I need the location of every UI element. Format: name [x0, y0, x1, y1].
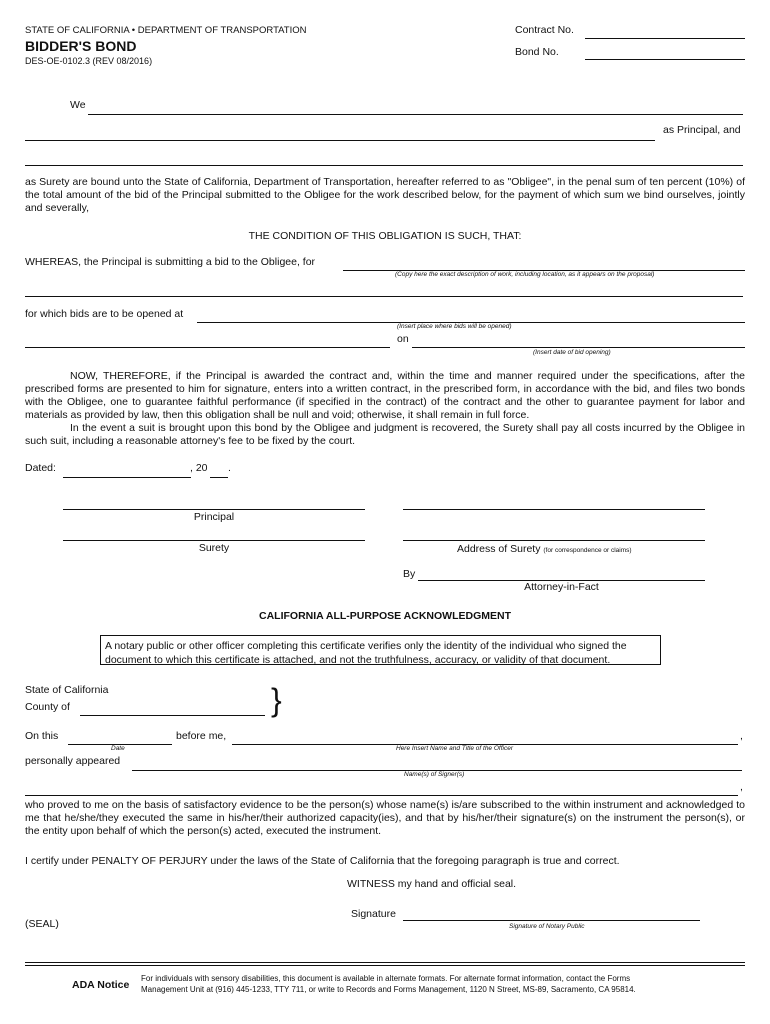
- date-hint: Date: [111, 745, 125, 752]
- we-label: We: [70, 99, 86, 111]
- ada-notice-title: ADA Notice: [72, 979, 130, 991]
- ada-line-2: Management Unit at (916) 445-1233, TTY 711, or write to Records and Forms Management, 1120 N Street, MS-89, Sacramento, CA 95814.: [141, 985, 636, 994]
- bids-opened-label: for which bids are to be opened at: [25, 308, 184, 320]
- bracket-brace: }: [271, 682, 282, 718]
- footer-divider-1: [25, 962, 745, 963]
- ada-line-1: For individuals with sensory disabilities, this document is available in alternate formats. For alternate format information, contact the Forms: [141, 974, 631, 983]
- year-suffix: .: [228, 462, 231, 474]
- footer-divider-2: [25, 965, 745, 966]
- bid-place-field[interactable]: [197, 308, 745, 323]
- by-label: By: [403, 568, 416, 580]
- work-description-hint: (Copy here the exact description of work, including location, as it appears on the proposal): [395, 271, 655, 278]
- bid-date-field[interactable]: [412, 333, 745, 348]
- notary-signature-hint: Signature of Notary Public: [509, 923, 585, 930]
- attorney-label: Attorney-in-Fact: [524, 581, 599, 593]
- bond-no-label: Bond No.: [515, 46, 559, 58]
- ada-notice-text: [141, 973, 636, 995]
- notice-line-1: A notary public or other officer completing this certificate verifies only the identity of the individual who signed the: [105, 640, 627, 652]
- contract-no-label: Contract No.: [515, 24, 574, 36]
- principal-name-field-2[interactable]: [25, 126, 655, 141]
- proved-paragraph: who proved to me on the basis of satisfactory evidence to be the person(s) whose name(s) is/are subscribed to the within instrument and acknowledged to me that he/she/they executed the same in his/her/their authorized capacity(ies), and that by his/her/their signature(s) on the instrument the person(s), or the entity upon behalf of which the person(s) acted, executed the instrument.: [25, 799, 745, 837]
- form-title: BIDDER'S BOND: [25, 38, 137, 54]
- officer-hint: Here Insert Name and Title of the Officer: [396, 745, 513, 752]
- address-of-surety-label: [457, 543, 632, 555]
- comma-1: ,: [740, 730, 743, 742]
- work-description-field[interactable]: [343, 256, 745, 271]
- address-line-1[interactable]: [403, 509, 705, 510]
- officer-name-field[interactable]: [232, 730, 738, 745]
- comma-2: ,: [740, 781, 743, 793]
- bond-no-field[interactable]: [585, 45, 745, 60]
- notary-signature-field[interactable]: [403, 906, 700, 921]
- signer-names-field-2[interactable]: [25, 781, 738, 796]
- address-line-2[interactable]: [403, 540, 705, 541]
- bid-place-hint: (Insert place where bids will be opened): [397, 323, 512, 330]
- surety-paragraph: as Surety are bound unto the State of California, Department of Transportation, hereafter referred to as "Obligee", in the penal sum of ten percent (10%) of the total amount of the bid of the Principal submitted to the Obligee for the work described below, for the payment of which sum we bind ourselves, jointly and severally,: [25, 176, 745, 214]
- bid-date-hint: (Insert date of bid opening): [533, 349, 611, 356]
- now-therefore-paragraph: NOW, THEREFORE, if the Principal is awarded the contract and, within the time and manner required under the specifications, after the prescribed forms are presented to him for signature, enters into a written contract, in the prescribed form, in accordance with the bid, and files two bonds with the Obligee, one to guarantee faithful performance (if specified in the contract) of the contract and the other to guarantee payment for labor and materials as provided by law, then this obligation shall be null and void; otherwise, it shall remain in full force.: [25, 370, 745, 421]
- notary-notice-box: [100, 635, 661, 665]
- surety-signature-line[interactable]: [63, 540, 365, 541]
- address-note: (for correspondence or claims): [543, 547, 632, 554]
- work-description-field-2[interactable]: [25, 282, 743, 297]
- state-label: State of California: [25, 684, 109, 696]
- form-id: DES-OE-0102.3 (REV 08/2016): [25, 56, 153, 66]
- on-label: on: [397, 333, 409, 345]
- year-field[interactable]: [210, 463, 228, 478]
- suit-paragraph: In the event a suit is brought upon this bond by the Obligee and judgment is recovered, the Surety shall pay all costs incurred by the Obligee in such suit, including a reasonable attorney's fee to be fixed by the court.: [25, 422, 745, 447]
- signature-label: Signature: [351, 908, 396, 920]
- county-field[interactable]: [80, 701, 265, 716]
- principal-label: Principal: [193, 511, 235, 523]
- signers-hint: Name(s) of Signer(s): [404, 771, 465, 778]
- on-this-label: On this: [25, 730, 59, 742]
- dated-field[interactable]: [63, 463, 191, 478]
- ack-date-field[interactable]: [68, 730, 172, 745]
- signer-names-field[interactable]: [132, 756, 742, 771]
- address-of-surety-text: Address of Surety: [457, 543, 541, 555]
- surety-label: Surety: [198, 542, 230, 554]
- bid-place-field-2[interactable]: [25, 333, 390, 348]
- attorney-signature-field[interactable]: [418, 566, 705, 581]
- whereas-label: WHEREAS, the Principal is submitting a bid to the Obligee, for: [25, 256, 316, 268]
- agency-line: STATE OF CALIFORNIA • DEPARTMENT OF TRANSPORTATION: [25, 25, 307, 36]
- condition-heading: THE CONDITION OF THIS OBLIGATION IS SUCH, THAT:: [248, 230, 522, 242]
- principal-name-field[interactable]: [88, 100, 743, 115]
- acknowledgment-heading: CALIFORNIA ALL-PURPOSE ACKNOWLEDGMENT: [259, 610, 511, 622]
- personally-appeared-label: personally appeared: [25, 755, 121, 767]
- contract-no-field[interactable]: [585, 24, 745, 39]
- county-label: County of: [25, 701, 70, 713]
- principal-signature-line[interactable]: [63, 509, 365, 510]
- before-me-label: before me,: [176, 730, 227, 742]
- surety-name-field[interactable]: [25, 151, 743, 166]
- certify-line: I certify under PENALTY OF PERJURY under the laws of the State of California that the foregoing paragraph is true and correct.: [25, 855, 620, 867]
- notice-line-2: document to which this certificate is attached, and not the truthfulness, accuracy, or validity of that document.: [105, 654, 611, 666]
- seal-label: (SEAL): [25, 918, 59, 930]
- year-prefix: , 20: [190, 462, 208, 474]
- as-principal-label: as Principal, and: [663, 124, 741, 136]
- dated-label: Dated:: [25, 462, 56, 474]
- witness-line: WITNESS my hand and official seal.: [347, 878, 517, 890]
